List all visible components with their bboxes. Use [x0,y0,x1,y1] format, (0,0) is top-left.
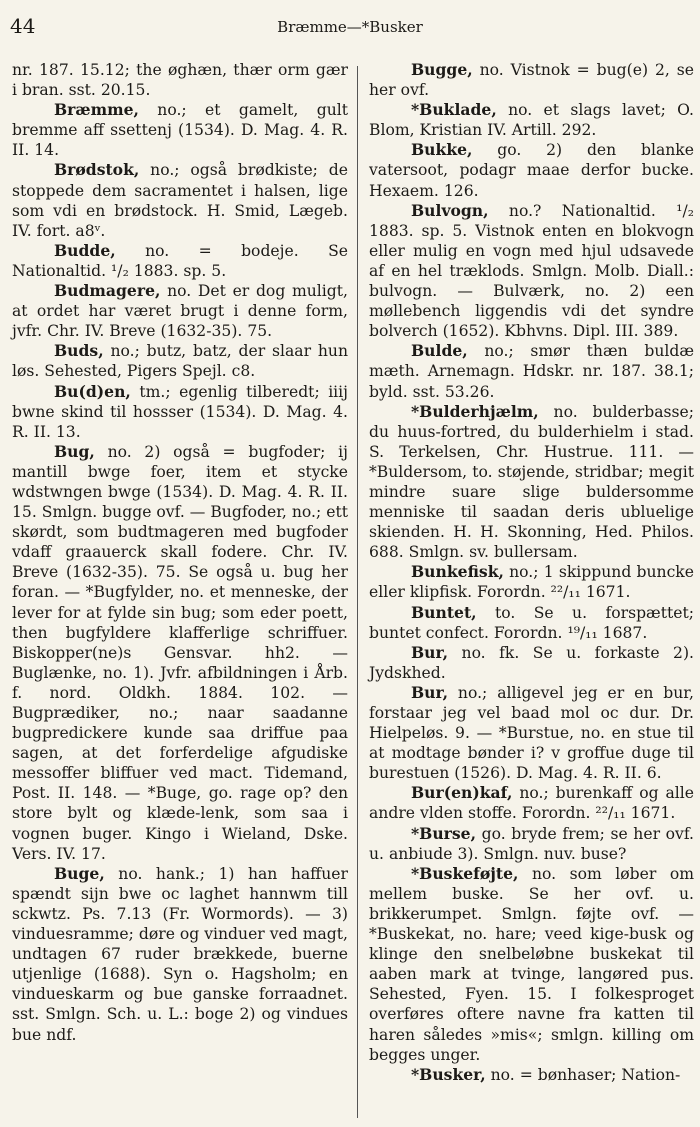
headword: Bur(en)kaf, [411,783,513,803]
entry-text: tm.; egenlig tilberedt; iiij bwne skind til hossser (1534). D. Mag. 4. R. II. 13. [12,382,348,441]
entry-text: no.; et gamelt, gult bremme aff ssettenj (1534). D. Mag. 4. R. II. 14. [12,101,348,160]
entry-text: no. hank.; 1) han haffuer spændt sijn bwe oc laghet hannwm till sckwtz. Ps. 7.13 (Fr. Wormords). — 3) vinduesramme; døre og vinduer ved magt, undtagen 67 ruder brækkede, buerne utjenlige (1688). Syn o. Hagsholm; en vindueskarm og bue ganske forraadnet. sst. Smlgn. Sch. u. L.: boge 2) og vindues bue ndf. [12,864,348,1044]
headword: Buds, [54,341,104,361]
entry-text: no. = bodeje. Se Nationaltid. ¹/₂ 1883. sp. 5. [12,241,348,280]
entry-text: to. Se u. forspættet; buntet confect. Forordn. ¹⁹/₁₁ 1687. [369,603,694,642]
headword: Bu(d)en, [54,381,131,401]
headword: Buntet, [411,602,477,622]
headword: Bugge, [411,60,473,79]
dictionary-entry [369,683,694,783]
right-column [369,60,694,1085]
headword: Bukke, [411,140,473,160]
entry-text: no.; også brødkiste; de stoppede dem sacramentet i halsen, lige som vdi en brødstock. H. Smid, Lægeb. IV. fort. a8ᵛ. [12,161,348,240]
dictionary-entry [369,402,694,563]
dictionary-entry [369,60,694,100]
page-header [0,14,700,38]
headword: Bræmme, [54,100,139,120]
entry-text: go. bryde frem; se her ovf. u. anbiude 3). Smlgn. nuv. buse? [369,824,694,863]
entry-text: go. 2) den blanke vatersoot, podagr maae derfor bucke. Hexaem. 126. [369,141,694,200]
entry-text: no. Det er dog muligt, at ordet har været brugt i denne form, jvfr. Chr. IV. Breve (1632-35). 75. [12,282,348,341]
entry-text: no. fk. Se u. forkaste 2). Jydskhed. [369,643,694,682]
dictionary-entry [12,100,348,160]
page-number: 44 [10,14,36,38]
entry-text: no.; burenkaff og alle andre vlden stoffe. Forordn. ²²/₁₁ 1671. [369,784,694,823]
headword: Bug, [54,441,95,461]
dictionary-entry [12,160,348,240]
dictionary-entry [369,562,694,602]
headword: *Burse, [411,823,477,843]
headword: Budmagere, [54,281,161,301]
dictionary-entry [369,100,694,140]
left-column [12,60,348,1045]
entry-text: no.; 1 skippund buncke eller klipfisk. Forordn. ²²/₁₁ 1671. [369,563,694,602]
dictionary-entry [369,140,694,200]
entry-text: no. bulderbasse; du huus-fortred, du bulderhielm i stad. S. Terkelsen, Chr. Hustrue. 111. — *Buldersom, to. støjende, stridbar; megit mindre suare slige buldersomme menniske til saadan deris ubluelige skienden. H. H. Skonning, Hed. Philos. 688. Smlgn. sv. bullersam. [369,402,694,562]
dictionary-entry [369,864,694,1065]
dictionary-entry [369,824,694,864]
dictionary-entry [369,783,694,823]
headword: Bulvogn, [411,200,489,220]
dictionary-entry [12,341,348,381]
headword: *Bulderhjælm, [411,401,539,421]
headword: Bur, [411,682,449,702]
headword: Bunkefisk, [411,562,504,582]
dictionary-entry [12,864,348,1045]
dictionary-entry [12,241,348,281]
headword: *Busker, [411,1064,486,1084]
entry-text: no.; smør thæn buldæ mæth. Arnemagn. Hdskr. nr. 187. 38.1; byld. sst. 53.26. [369,342,694,401]
headword: Buge, [54,863,105,883]
entry-text: nr. 187. 15.12; the øghæn, thær orm gær i bran. sst. 20.15. [12,61,348,100]
entry-text: no. som løber om mellem buske. Se her ovf. u. brikkerumpet. Smlgn. føjte ovf. — *Buskekat, no. hare; veed kige-busk og klinge den snelbeløbne buskekat til aaben mark at tvinge, langøred pus. Sehested, Fyen. 15. I folkesproget overføres oftere navne fra katten til haren således »mis«; smlgn. killing om begges unger. [369,864,694,1064]
headword: Bulde, [411,341,468,361]
entry-text: no. = bønhaser; Nation- [485,1065,681,1084]
entry-text: no. 2) også = bugfoder; ij mantill bwge foer, item et stycke wdstwngen bwge (1534). D. Mag. 4. R. II. 15. Smlgn. bugge ovf. — Bugfoder, no.; ett skørdt, som budtmageren med bugfoder vdaff graauerck skall fodere. Chr. IV. Breve (1632-35). 75. Se også u. bug her foran. — *Bugfylder, no. et menneske, der lever for at fylde sin bug; som eder poett, then bugfyldere klafferlige schriffuer. Biskopper(ne)s Gensvar. hh2. — Buglænke, no. 1). Jvfr. afbildningen i Årb. f. nord. Oldkh. 1884. 102. — Bugprædiker, no.; naar saadanne bugpredickere kunde saa driffue paa sagen, at det forferdelige afgudiske messoffer bliffuer ved mact. Tidemand, Post. II. 148. — *Buge, go. rage op? den store bylt og klæde-lenk, som saa i vognen buger. Kingo i Wieland, Dske. Vers. IV. 17. [12,442,348,863]
headword: *Buklade, [411,100,497,120]
dictionary-entry [369,1065,694,1085]
entry-text: no.; alligevel jeg er en bur, forstaar jeg vel baad mol oc dur. Dr. Hielpeløs. 9. — *Burstue, no. en stue til at modtage bønder i? v groffue duge til burestuen (1526). D. Mag. 4. R. II. 6. [369,683,694,783]
dictionary-entry [12,442,348,864]
dictionary-entry [12,281,348,341]
column-divider [357,66,358,1118]
headword: Bur, [411,642,449,662]
headword: *Buskeføjte, [411,863,519,883]
dictionary-entry [369,643,694,683]
entry-text: no.; butz, batz, der slaar hun løs. Sehested, Pigers Spejl. c8. [12,342,348,381]
dictionary-entry [12,60,348,100]
dictionary-entry [369,201,694,342]
entry-text: no. Vistnok = bug(e) 2, se her ovf. [369,61,694,100]
entry-text: no.? Nationaltid. ¹/₂ 1883. sp. 5. Vistnok enten en blokvogn eller mulig en vogn med hjul udsavede af en hel træklods. Smlgn. Molb. Diall.: bulvogn. — Bulværk, no. 2) een møllebench liggendis vdi det syndre bolverch (1652). Kbhvns. Dipl. III. 389. [369,201,694,341]
headword: Brødstok, [54,160,140,180]
headword: Budde, [54,240,116,260]
dictionary-entry [12,382,348,442]
entry-text: no. et slags lavet; O. Blom, Kristian IV. Artill. 292. [369,101,694,140]
dictionary-entry [369,603,694,643]
running-head: Bræmme—*Busker [277,18,423,36]
dictionary-entry [369,341,694,401]
